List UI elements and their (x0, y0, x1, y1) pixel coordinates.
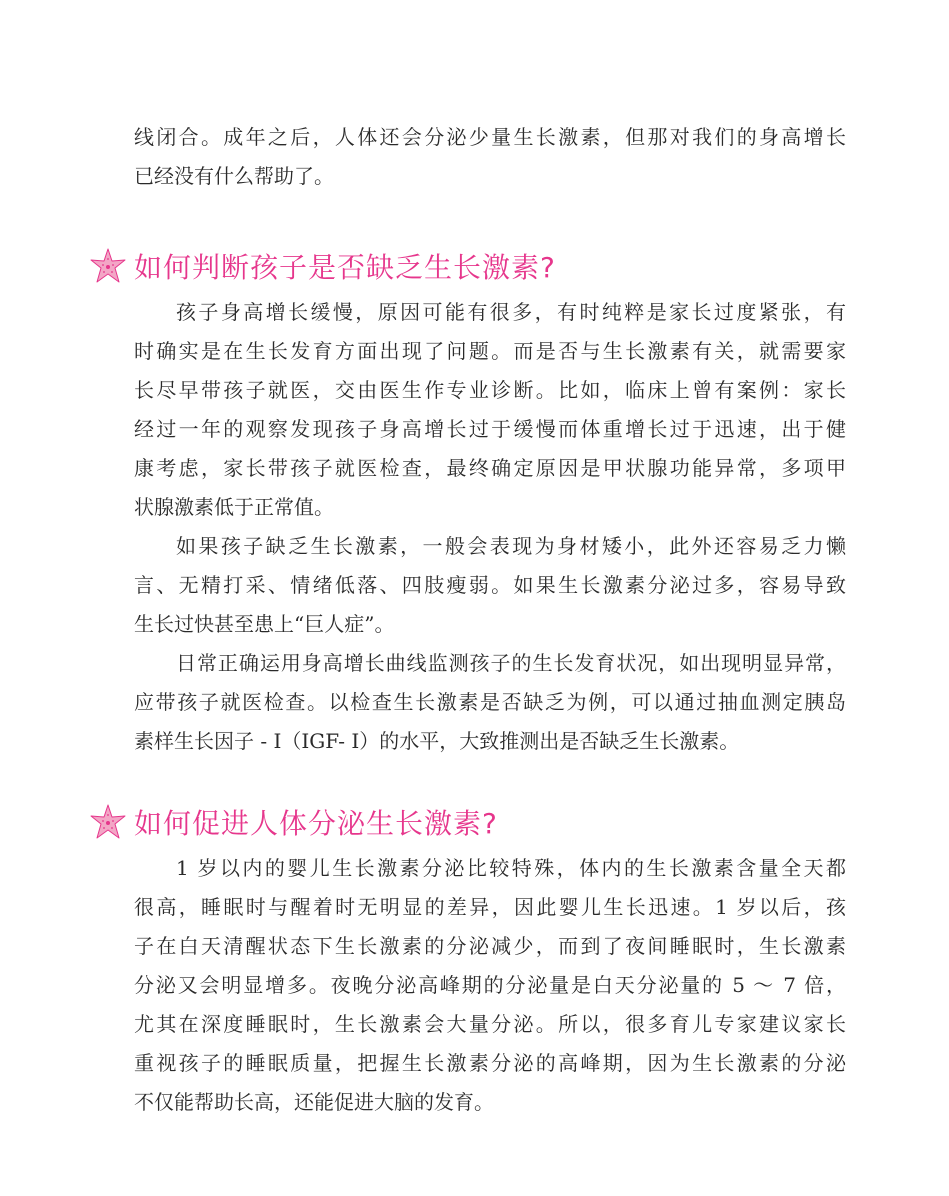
text-line: 如果孩子缺乏生长激素，一般会表现为身材矮小，此外还容易乏力懒 (176, 534, 846, 558)
text-line: 康考虑，家长带孩子就医检查，最终确定原因是甲状腺功能异常，多项甲 (134, 456, 846, 480)
text-line: 不仅能帮助长高，还能促进大脑的发育。 (134, 1090, 494, 1114)
section-title: 如何判断孩子是否缺乏生长激素? (134, 251, 556, 284)
text-line: 很高，睡眠时与醒着时无明显的差异，因此婴儿生长迅速。1 岁以后，孩 (134, 895, 846, 919)
text-line: 日常正确运用身高增长曲线监测孩子的生长发育状况，如出现明显异常， (176, 651, 846, 675)
text-line: 时确实是在生长发育方面出现了问题。而是否与生长激素有关，就需要家 (134, 339, 846, 363)
intro-paragraph (134, 118, 846, 196)
text-line: 重视孩子的睡眠质量，把握生长激素分泌的高峰期，因为生长激素的分泌 (134, 1051, 846, 1075)
section-1-body (134, 293, 846, 761)
section-2-body (134, 849, 846, 1122)
section-title: 如何促进人体分泌生长激素? (134, 807, 498, 840)
text-line: 孩子身高增长缓慢，原因可能有很多，有时纯粹是家长过度紧张，有 (176, 300, 846, 324)
text-line: 线闭合。成年之后，人体还会分泌少量生长激素，但那对我们的身高增长 (134, 125, 846, 149)
text-line: 已经没有什么帮助了。 (134, 164, 334, 188)
section-heading-1 (88, 244, 556, 288)
text-line: 生长过快甚至患上“巨人症”。 (134, 612, 395, 636)
text-line: 素样生长因子 - Ⅰ（IGF- Ⅰ）的水平，大致推测出是否缺乏生长激素。 (134, 729, 740, 753)
section-heading-2 (88, 800, 498, 844)
text-line: 尤其在深度睡眠时，生长激素会大量分泌。所以，很多育儿专家建议家长 (134, 1012, 846, 1036)
text-line: 长尽早带孩子就医，交由医生作专业诊断。比如，临床上曾有案例：家长 (134, 378, 846, 402)
text-line: 经过一年的观察发现孩子身高增长过于缓慢而体重增长过于迅速，出于健 (134, 417, 846, 441)
text-line: 言、无精打采、情绪低落、四肢瘦弱。如果生长激素分泌过多，容易导致 (134, 573, 846, 597)
text-line: 子在白天清醒状态下生长激素的分泌减少，而到了夜间睡眠时，生长激素 (134, 934, 846, 958)
text-line: 状腺激素低于正常值。 (134, 495, 334, 519)
text-line: 分泌又会明显增多。夜晚分泌高峰期的分泌量是白天分泌量的 5 ～ 7 倍， (134, 973, 846, 997)
starfish-icon (88, 802, 128, 842)
text-line: 1 岁以内的婴儿生长激素分泌比较特殊，体内的生长激素含量全天都 (176, 856, 846, 880)
text-line: 应带孩子就医检查。以检查生长激素是否缺乏为例，可以通过抽血测定胰岛 (134, 690, 846, 714)
starfish-icon (88, 246, 128, 286)
